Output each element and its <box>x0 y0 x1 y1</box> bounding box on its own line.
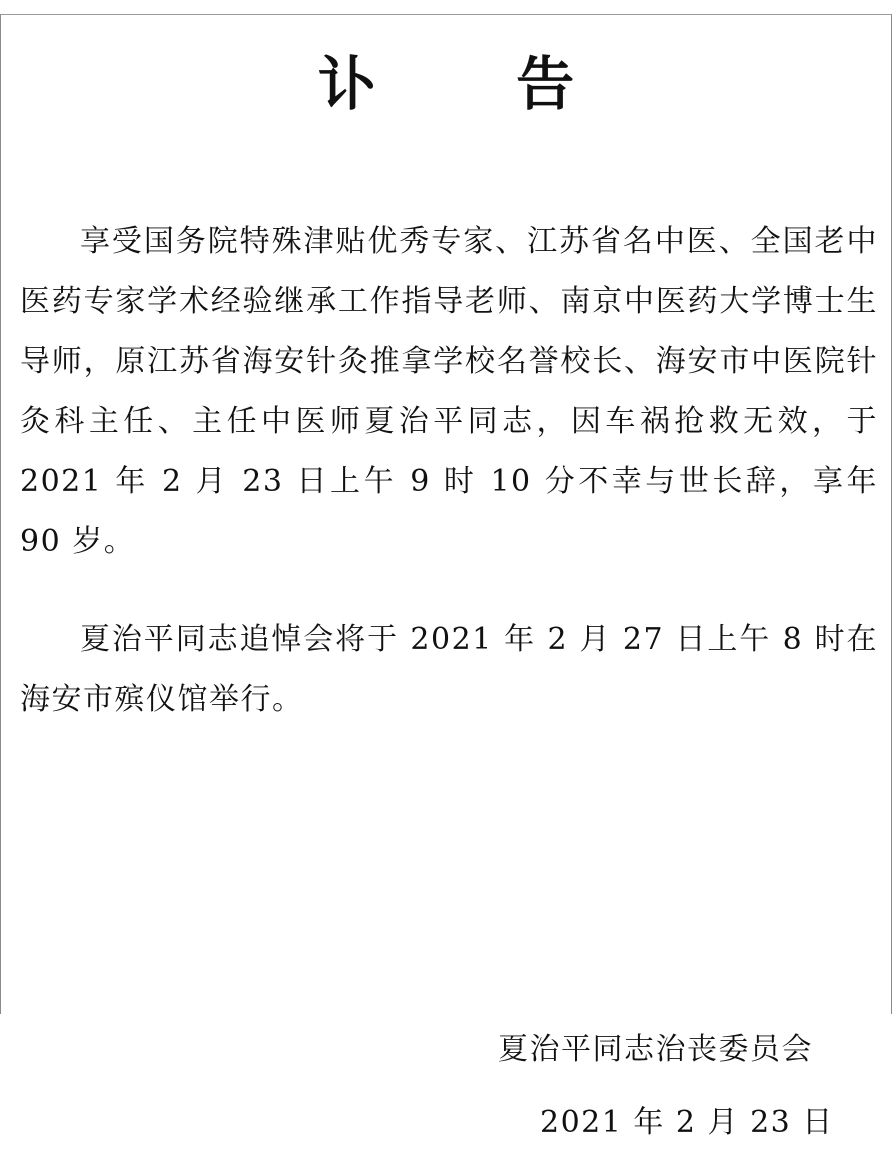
signature-date: 2021 年 2 月 23 日 <box>540 1105 834 1140</box>
signature-organization: 夏治平同志治丧委员会 <box>498 1032 813 1067</box>
paper-top-edge <box>0 14 892 15</box>
document-title: 讣 告 <box>317 50 635 118</box>
obituary-paragraph-main: 享受国务院特殊津贴优秀专家、江苏省名中医、全国老中医药专家学术经验继承工作指导老师、南京中医药大学博士生导师，原江苏省海安针灸推拿学校名誉校长、海安市中医院针灸科主任、主任中医师夏治平同志，因车祸抢救无效，于 2021 年 2 月 23 日上午 9 时 10 分不幸与世长辞，享年 90 岁。 <box>20 224 878 559</box>
obituary-paragraph-memorial: 夏治平同志追悼会将于 2021 年 2 月 27 日上午 8 时在海安市殡仪馆举行。 <box>20 622 878 717</box>
paper-left-edge <box>0 14 1 1014</box>
